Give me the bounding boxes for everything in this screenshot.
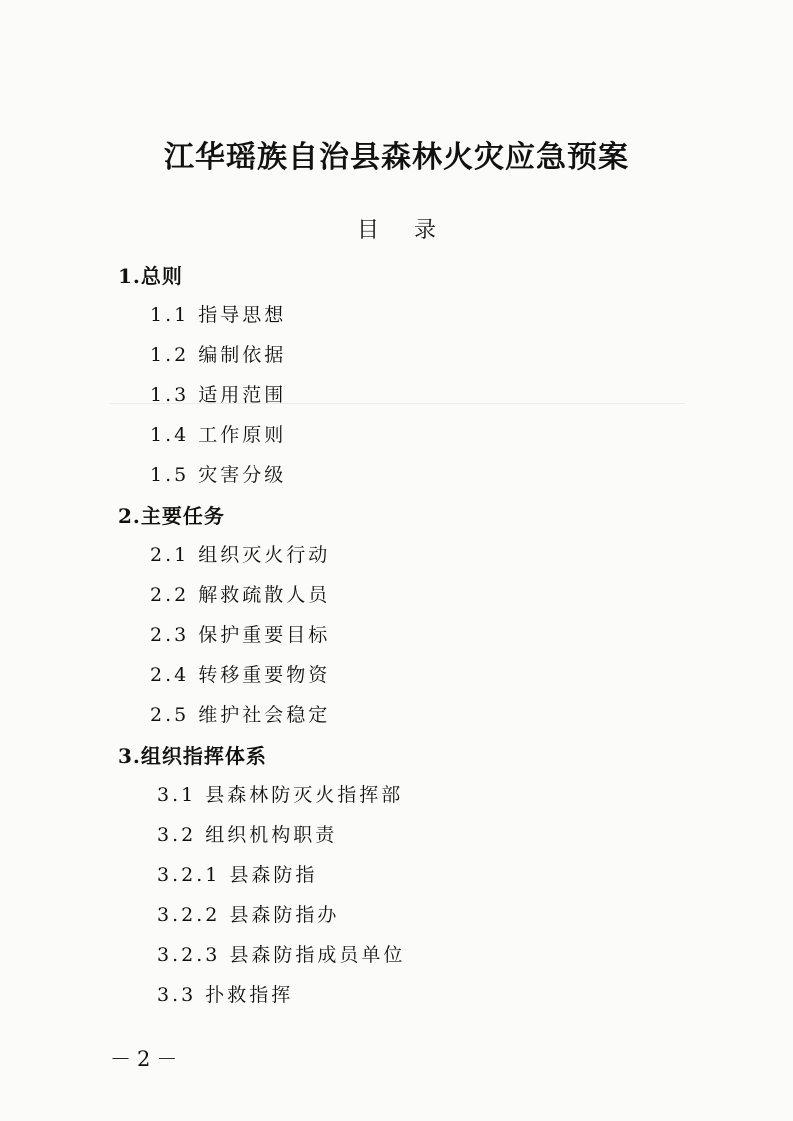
toc-item-1-5: 1.5 灾害分级: [150, 464, 287, 486]
toc-item-2-4: 2.4 转移重要物资: [150, 664, 331, 686]
toc-item-1-3: 1.3 适用范围: [150, 384, 287, 406]
toc-item-1-4: 1.4 工作原则: [150, 424, 287, 446]
toc-item-1-2: 1.2 编制依据: [150, 344, 287, 366]
toc-section-2: 2.主要任务: [118, 504, 225, 528]
toc-item-3-2-2: 3.2.2 县森防指办: [157, 904, 340, 926]
toc-item-2-5: 2.5 维护社会稳定: [150, 704, 331, 726]
toc-item-3-2-1: 3.2.1 县森防指: [157, 864, 318, 886]
document-title: 江华瑶族自治县森林火灾应急预案: [164, 140, 629, 175]
toc-section-1: 1.总则: [118, 264, 183, 288]
page-number: －2－: [110, 1047, 184, 1071]
toc-item-3-2-3: 3.2.3 县森防指成员单位: [157, 944, 406, 966]
toc-item-1-1: 1.1 指导思想: [150, 304, 287, 326]
toc-section-3: 3.组织指挥体系: [118, 744, 267, 768]
toc-item-3-3: 3.3 扑救指挥: [157, 984, 294, 1006]
toc-item-3-2: 3.2 组织机构职责: [157, 824, 338, 846]
toc-item-2-3: 2.3 保护重要目标: [150, 624, 331, 646]
toc-item-3-1: 3.1 县森林防灭火指挥部: [157, 784, 404, 806]
toc-heading: 目 录: [357, 218, 450, 243]
toc-item-2-1: 2.1 组织灭火行动: [150, 544, 331, 566]
toc-item-2-2: 2.2 解救疏散人员: [150, 584, 331, 606]
